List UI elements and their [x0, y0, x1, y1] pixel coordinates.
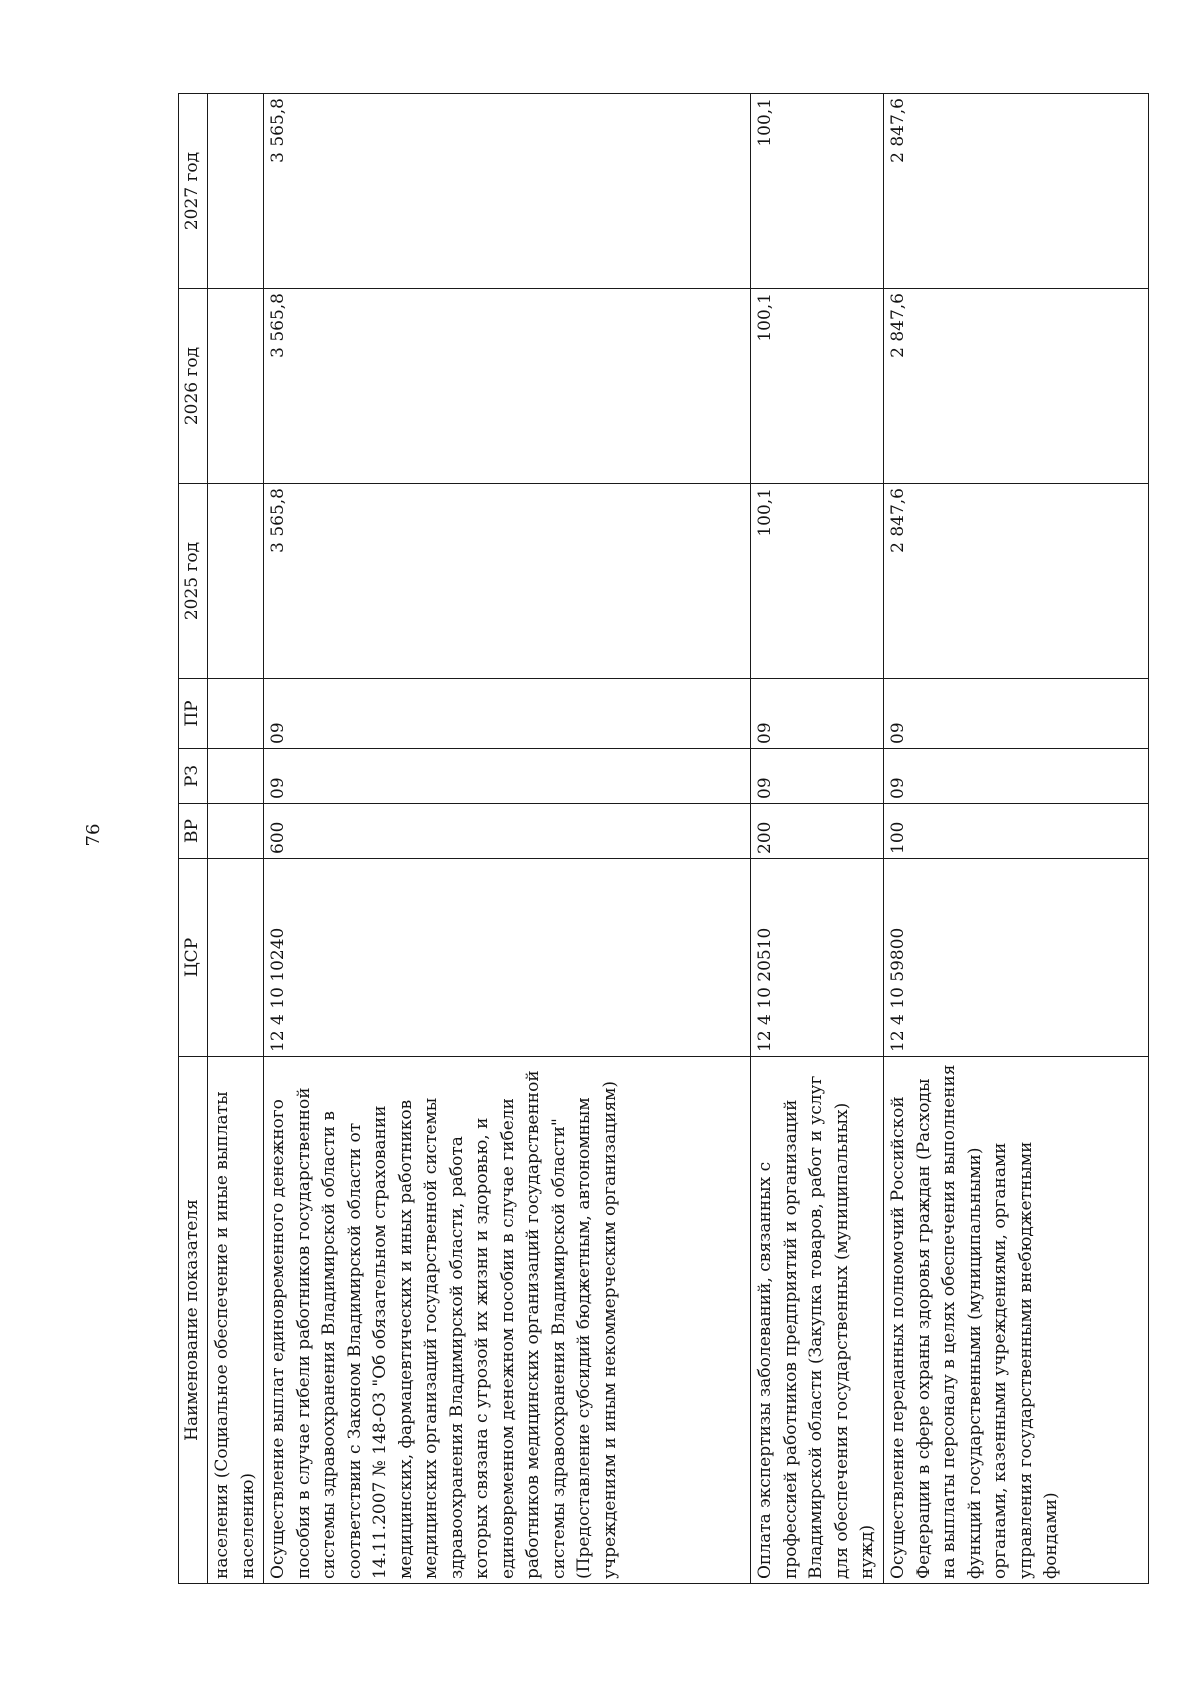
cell-2025	[208, 484, 264, 679]
cell-name: Осуществление переданных полномочий Российской Федерации в сфере охраны здоровья граждан (Расходы на выплаты персоналу в целях обеспечения выполнения функций государственными (муниципальными) органами, казенными учреждениями, органами управления государственными внебюджетными фондами)	[884, 1057, 1149, 1584]
table-header-row	[179, 94, 208, 1584]
header-name: Наименование показателя	[179, 1057, 208, 1584]
cell-pr: 09	[264, 679, 751, 749]
cell-csr: 12 4 10 20510	[751, 859, 884, 1057]
cell-2025: 2 847,6	[884, 484, 1149, 679]
cell-2026: 3 565,8	[264, 289, 751, 484]
cell-2027: 100,1	[751, 94, 884, 289]
cell-2026: 2 847,6	[884, 289, 1149, 484]
cell-rz: 09	[884, 749, 1149, 804]
table-row	[208, 94, 264, 1584]
cell-rz: 09	[751, 749, 884, 804]
header-rz: РЗ	[179, 749, 208, 804]
cell-pr: 09	[751, 679, 884, 749]
cell-vr: 600	[264, 804, 751, 859]
header-2026: 2026 год	[179, 289, 208, 484]
table-row	[751, 94, 884, 1584]
cell-rz: 09	[264, 749, 751, 804]
cell-csr: 12 4 10 10240	[264, 859, 751, 1057]
cell-2027: 2 847,6	[884, 94, 1149, 289]
cell-rz	[208, 749, 264, 804]
cell-vr	[208, 804, 264, 859]
budget-table	[178, 93, 1149, 1584]
header-csr: ЦСР	[179, 859, 208, 1057]
header-2027: 2027 год	[179, 94, 208, 289]
header-pr: ПР	[179, 679, 208, 749]
cell-name: Осуществление выплат единовременного денежного пособия в случае гибели работников государственной системы здравоохранения Владимирской области в соответствии с Законом Владимирской области от 14.11.2007 № 148-ОЗ "Об обязательном страховании медицинских, фармацевтических и иных работников медицинских организаций государственной системы здравоохранения Владимирской области, работа которых связана с угрозой их жизни и здоровью, и единовременном денежном пособии в случае гибели работников медицинских организаций государственной системы здравоохранения Владимирской области" (Предоставление субсидий бюджетным, автономным учреждениям и иным некоммерческим организациям)	[264, 1057, 751, 1584]
cell-vr: 200	[751, 804, 884, 859]
cell-2025: 3 565,8	[264, 484, 751, 679]
cell-pr	[208, 679, 264, 749]
cell-vr: 100	[884, 804, 1149, 859]
cell-pr: 09	[884, 679, 1149, 749]
cell-2026: 100,1	[751, 289, 884, 484]
cell-name: населения (Социальное обеспечение и иные выплаты населению)	[208, 1057, 264, 1584]
cell-csr: 12 4 10 59800	[884, 859, 1149, 1057]
cell-2026	[208, 289, 264, 484]
table-row	[264, 94, 751, 1584]
budget-table-container	[178, 94, 1145, 1584]
header-2025: 2025 год	[179, 484, 208, 679]
table-row	[884, 94, 1149, 1584]
cell-2025: 100,1	[751, 484, 884, 679]
cell-name: Оплата экспертизы заболеваний, связанных с профессией работников предприятий и организаций Владимирской области (Закупка товаров, работ и услуг для обеспечения государственных (муниципальных) нужд)	[751, 1057, 884, 1584]
cell-2027	[208, 94, 264, 289]
cell-csr	[208, 859, 264, 1057]
cell-2027: 3 565,8	[264, 94, 751, 289]
header-vr: ВР	[179, 804, 208, 859]
page-number: 76	[83, 823, 104, 847]
